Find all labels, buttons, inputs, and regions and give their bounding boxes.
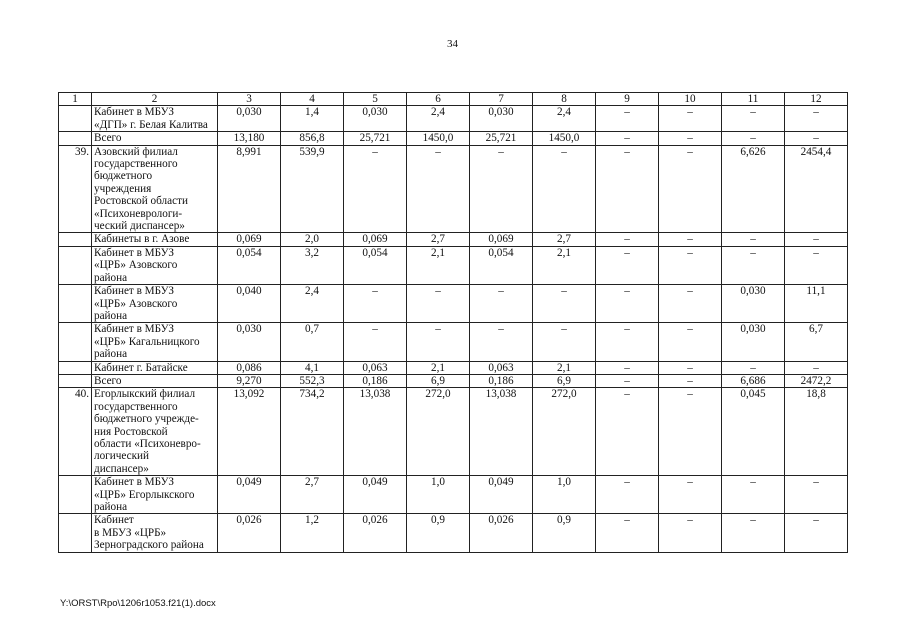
value-cell: – (722, 106, 785, 132)
value-cell: – (596, 145, 659, 233)
value-cell: 856,8 (281, 132, 344, 145)
value-cell: – (533, 285, 596, 323)
value-cell: 0,7 (281, 323, 344, 361)
value-cell: – (659, 106, 722, 132)
value-cell: – (596, 106, 659, 132)
data-table (58, 92, 848, 553)
header-cell: 9 (596, 93, 659, 106)
institution-name-cell: Кабинет в МБУЗ «ЦРБ» Зерноградского района (92, 514, 218, 552)
institution-name-cell: Кабинет в МБУЗ «ЦРБ» Азовского района (92, 246, 218, 284)
value-cell: – (407, 285, 470, 323)
value-cell: – (596, 388, 659, 476)
value-cell: – (596, 374, 659, 387)
header-cell: 3 (218, 93, 281, 106)
table-row (59, 106, 848, 132)
value-cell: 0,054 (344, 246, 407, 284)
value-cell: 0,063 (470, 361, 533, 374)
table-body (59, 93, 848, 553)
value-cell: – (785, 106, 848, 132)
value-cell: 0,030 (470, 106, 533, 132)
value-cell: – (596, 361, 659, 374)
value-cell: 0,063 (344, 361, 407, 374)
value-cell: 4,1 (281, 361, 344, 374)
table-row (59, 145, 848, 233)
value-cell: 0,030 (722, 323, 785, 361)
value-cell: 0,049 (344, 476, 407, 514)
value-cell: 0,040 (218, 285, 281, 323)
table-row (59, 361, 848, 374)
value-cell: 2,4 (281, 285, 344, 323)
value-cell: 2,1 (407, 246, 470, 284)
value-cell: 2,7 (533, 233, 596, 246)
value-cell: – (722, 132, 785, 145)
value-cell: 6,9 (533, 374, 596, 387)
table-row (59, 476, 848, 514)
value-cell: 552,3 (281, 374, 344, 387)
header-cell: 4 (281, 93, 344, 106)
value-cell: 0,069 (344, 233, 407, 246)
row-number-cell (59, 361, 92, 374)
header-cell: 12 (785, 93, 848, 106)
table-row (59, 246, 848, 284)
institution-name-cell: Всего (92, 132, 218, 145)
header-cell: 5 (344, 93, 407, 106)
value-cell: – (659, 374, 722, 387)
value-cell: – (470, 285, 533, 323)
value-cell: 2472,2 (785, 374, 848, 387)
value-cell: 539,9 (281, 145, 344, 233)
institution-name-cell: Егорлыкский филиал государственного бюджетного учрежде- ния Ростовской области «Психоневро- логический диспансер» (92, 388, 218, 476)
header-cell: 7 (470, 93, 533, 106)
value-cell: 6,7 (785, 323, 848, 361)
value-cell: – (533, 145, 596, 233)
value-cell: 11,1 (785, 285, 848, 323)
value-cell: – (407, 323, 470, 361)
row-number-cell (59, 246, 92, 284)
row-number-cell (59, 132, 92, 145)
value-cell: 9,270 (218, 374, 281, 387)
row-number-cell: 39. (59, 145, 92, 233)
header-cell: 8 (533, 93, 596, 106)
value-cell: – (785, 361, 848, 374)
value-cell: – (785, 132, 848, 145)
value-cell: – (407, 145, 470, 233)
table-row (59, 374, 848, 387)
value-cell: 13,038 (470, 388, 533, 476)
value-cell: 0,030 (722, 285, 785, 323)
value-cell: 1450,0 (533, 132, 596, 145)
value-cell: – (722, 246, 785, 284)
value-cell: – (344, 145, 407, 233)
row-number-cell (59, 514, 92, 552)
value-cell: 13,038 (344, 388, 407, 476)
value-cell: 0,030 (218, 106, 281, 132)
value-cell: – (596, 476, 659, 514)
value-cell: 734,2 (281, 388, 344, 476)
value-cell: – (722, 233, 785, 246)
institution-name-cell: Всего (92, 374, 218, 387)
value-cell: 1,0 (533, 476, 596, 514)
value-cell: 0,086 (218, 361, 281, 374)
value-cell: 1,0 (407, 476, 470, 514)
value-cell: – (659, 132, 722, 145)
value-cell: – (659, 476, 722, 514)
value-cell: 0,026 (470, 514, 533, 552)
value-cell: 2454,4 (785, 145, 848, 233)
value-cell: 0,026 (344, 514, 407, 552)
institution-name-cell: Кабинет в МБУЗ «ЦРБ» Кагальницкого района (92, 323, 218, 361)
value-cell: 2,1 (407, 361, 470, 374)
value-cell: 0,045 (722, 388, 785, 476)
value-cell: – (596, 323, 659, 361)
table-row (59, 285, 848, 323)
value-cell: 2,7 (281, 476, 344, 514)
value-cell: – (596, 514, 659, 552)
value-cell: 0,186 (344, 374, 407, 387)
value-cell: 2,1 (533, 361, 596, 374)
table-header-row (59, 93, 848, 106)
row-number-cell (59, 374, 92, 387)
value-cell: 3,2 (281, 246, 344, 284)
value-cell: 1,4 (281, 106, 344, 132)
value-cell: 25,721 (470, 132, 533, 145)
institution-name-cell: Кабинеты в г. Азове (92, 233, 218, 246)
header-cell: 6 (407, 93, 470, 106)
row-number-cell (59, 323, 92, 361)
value-cell: 272,0 (533, 388, 596, 476)
value-cell: 13,092 (218, 388, 281, 476)
value-cell: – (596, 233, 659, 246)
value-cell: – (470, 323, 533, 361)
value-cell: – (659, 361, 722, 374)
header-cell: 11 (722, 93, 785, 106)
value-cell: 0,030 (344, 106, 407, 132)
value-cell: – (596, 132, 659, 145)
page-number: 34 (447, 38, 458, 50)
value-cell: – (470, 145, 533, 233)
value-cell: 0,054 (470, 246, 533, 284)
value-cell: – (659, 323, 722, 361)
table-row (59, 388, 848, 476)
value-cell: 0,026 (218, 514, 281, 552)
row-number-cell (59, 476, 92, 514)
value-cell: – (722, 476, 785, 514)
value-cell: 2,0 (281, 233, 344, 246)
value-cell: – (659, 233, 722, 246)
institution-name-cell: Кабинет в МБУЗ «ДГП» г. Белая Калитва (92, 106, 218, 132)
value-cell: 8,991 (218, 145, 281, 233)
value-cell: 2,4 (407, 106, 470, 132)
value-cell: – (533, 323, 596, 361)
value-cell: – (659, 246, 722, 284)
row-number-cell (59, 285, 92, 323)
value-cell: 2,1 (533, 246, 596, 284)
value-cell: 0,054 (218, 246, 281, 284)
value-cell: 0,069 (470, 233, 533, 246)
value-cell: – (344, 285, 407, 323)
value-cell: – (659, 388, 722, 476)
institution-name-cell: Кабинет г. Батайске (92, 361, 218, 374)
value-cell: – (659, 514, 722, 552)
value-cell: 0,049 (470, 476, 533, 514)
table-row (59, 132, 848, 145)
value-cell: 2,7 (407, 233, 470, 246)
value-cell: 6,626 (722, 145, 785, 233)
value-cell: – (785, 514, 848, 552)
institution-name-cell: Кабинет в МБУЗ «ЦРБ» Азовского района (92, 285, 218, 323)
row-number-cell (59, 106, 92, 132)
table-row (59, 323, 848, 361)
value-cell: 0,9 (407, 514, 470, 552)
value-cell: 2,4 (533, 106, 596, 132)
institution-name-cell: Азовский филиал государственного бюджетного учреждения Ростовской области «Психоневрологи- ческий диспансер» (92, 145, 218, 233)
value-cell: – (596, 246, 659, 284)
institution-name-cell: Кабинет в МБУЗ «ЦРБ» Егорлыкского района (92, 476, 218, 514)
table-row (59, 514, 848, 552)
value-cell: – (785, 476, 848, 514)
value-cell: – (722, 361, 785, 374)
header-cell: 10 (659, 93, 722, 106)
value-cell: – (344, 323, 407, 361)
value-cell: – (785, 233, 848, 246)
value-cell: 6,9 (407, 374, 470, 387)
value-cell: 0,049 (218, 476, 281, 514)
value-cell: 25,721 (344, 132, 407, 145)
row-number-cell: 40. (59, 388, 92, 476)
value-cell: – (659, 145, 722, 233)
value-cell: – (659, 285, 722, 323)
value-cell: 0,186 (470, 374, 533, 387)
header-cell: 2 (92, 93, 218, 106)
value-cell: – (722, 514, 785, 552)
value-cell: 0,030 (218, 323, 281, 361)
value-cell: 1450,0 (407, 132, 470, 145)
value-cell: 272,0 (407, 388, 470, 476)
file-path-footer: Y:\ORST\Rpo\1206r1053.f21(1).docx (60, 598, 216, 609)
value-cell: 0,069 (218, 233, 281, 246)
value-cell: 18,8 (785, 388, 848, 476)
value-cell: – (596, 285, 659, 323)
value-cell: 0,9 (533, 514, 596, 552)
value-cell: – (785, 246, 848, 284)
header-cell: 1 (59, 93, 92, 106)
value-cell: 1,2 (281, 514, 344, 552)
table-row (59, 233, 848, 246)
value-cell: 13,180 (218, 132, 281, 145)
value-cell: 6,686 (722, 374, 785, 387)
row-number-cell (59, 233, 92, 246)
